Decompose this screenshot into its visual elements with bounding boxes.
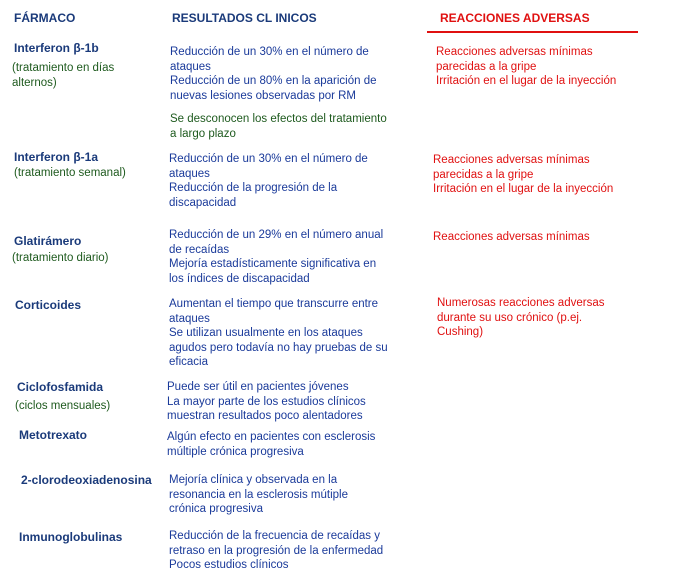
drug-adverse: Reacciones adversas mínimas parecidas a la gripe Irritación en el lugar de la inyección [436,46,617,87]
drug-regimen: (tratamiento semanal) [14,167,126,179]
drug-results: Puede ser útil en pacientes jóvenes La mayor parte de los estudios clínicos muestran resultados poco alentadores [167,381,366,422]
drug-adverse: Numerosas reacciones adversas durante su uso crónico (p.ej. Cushing) [437,297,605,338]
drug-name: Corticoides [15,298,82,312]
drug-results: Mejoría clínica y observada en la resonancia en la esclerosis mútiple crónica progresiva [169,474,348,515]
drug-adverse: Reacciones adversas mínimas [433,231,590,243]
drug-regimen: (ciclos mensuales) [15,400,111,412]
drug-adverse: Reacciones adversas mínimas parecidas a la gripe Irritación en el lugar de la inyección [433,154,614,195]
drug-name: Inmunoglobulinas [19,530,123,544]
drug-name: Ciclofosfamida [17,380,104,394]
drug-results: Reducción de un 29% en el número anual de recaídas Mejoría estadísticamente significativa en los índices de discapacidad [169,229,384,285]
header-resultados: RESULTADOS CL INICOS [172,11,317,25]
drug-name: Interferon β-1b [14,41,99,55]
drug-name: Metotrexato [19,428,88,442]
drug-name: Glatirámero [14,234,82,248]
drug-regimen: (tratamiento en días alternos) [12,62,115,89]
header-reacciones: REACCIONES ADVERSAS [440,11,590,25]
drug-regimen: (tratamiento diario) [12,252,109,264]
drug-results: Reducción de un 30% en el número de ataques Reducción de un 80% en la aparición de nuevas lesiones observadas por RM Se desconocen los efectos del tratamiento a largo plazo [170,46,387,140]
drug-name: Interferon β-1a [14,150,99,164]
drug-name: 2-clorodeoxiadenosina [21,473,152,487]
drug-results: Reducción de la frecuencia de recaídas y retraso en la progresión de la enfermedad Pocos estudios clínicos [169,530,384,571]
drug-results: Aumentan el tiempo que transcurre entre ataques Se utilizan usualmente en los ataques agudos pero todavía no hay pruebas de su eficacia [169,298,388,368]
drug-results: Algún efecto en pacientes con esclerosis múltiple crónica progresiva [167,431,376,458]
header-farmaco: FÁRMACO [14,11,76,25]
header-underline [427,31,638,33]
drug-results: Reducción de un 30% en el número de ataques Reducción de la progresión de la discapacidad [169,153,368,209]
